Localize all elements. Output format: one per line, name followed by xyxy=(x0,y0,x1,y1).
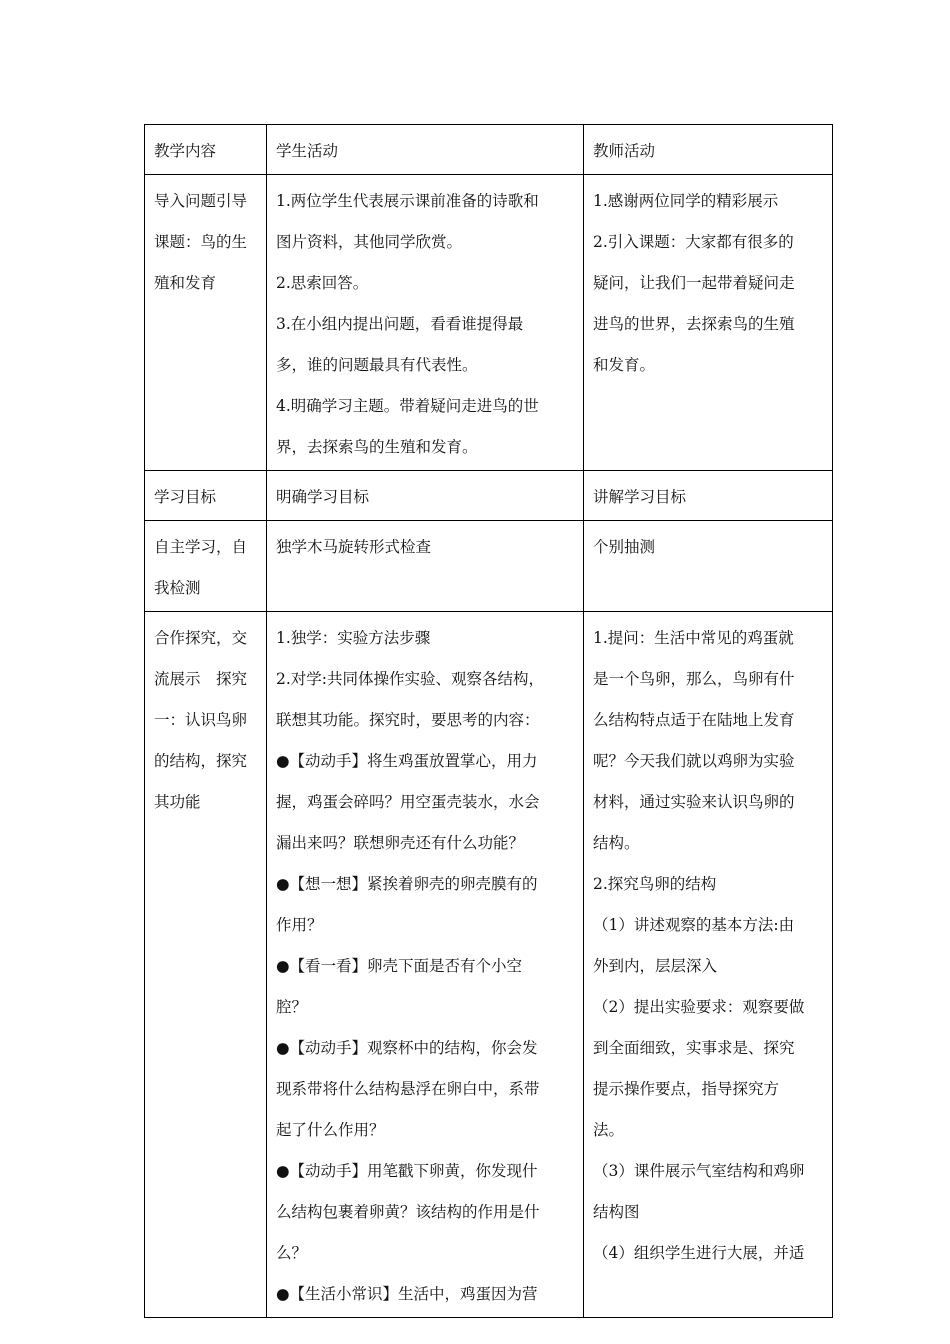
text-line: 么？ xyxy=(276,1244,308,1262)
cell-content: 学习目标 xyxy=(145,471,267,521)
text-line: 的结构，探究 xyxy=(154,752,248,770)
text-line: 流展示 探究 xyxy=(154,670,248,688)
text-line: ●【生活小常识】生活中，鸡蛋因为营 xyxy=(276,1285,538,1303)
text-line: 1.独学：实验方法步骤 xyxy=(276,629,431,647)
text-line: （2）提出实验要求：观察要做 xyxy=(593,998,805,1016)
text-line: 自主学习，自 xyxy=(154,538,248,556)
cell-content xyxy=(145,612,267,1318)
text-line: 材料，通过实验来认识鸟卵的 xyxy=(593,793,795,811)
text-line: 外到内，层层深入 xyxy=(593,957,718,975)
text-line: （1）讲述观察的基本方法:由 xyxy=(593,916,795,934)
cell-content xyxy=(145,175,267,471)
text-line: ●【动动手】用笔戳下卵黄，你发现什 xyxy=(276,1162,538,1180)
text-line: 课题：鸟的生 xyxy=(154,233,248,251)
header-teaching-content: 教学内容 xyxy=(145,125,267,175)
text-line: （3）课件展示气室结构和鸡卵 xyxy=(593,1162,805,1180)
text-line: 界，去探索鸟的生殖和发育。 xyxy=(276,438,478,456)
cell-student: 明确学习目标 xyxy=(267,471,584,521)
table-row-objectives xyxy=(145,471,833,521)
text-line: 作用？ xyxy=(276,916,323,934)
text-line: 1.两位学生代表展示课前准备的诗歌和 xyxy=(276,192,539,210)
text-line: 起了什么作用？ xyxy=(276,1121,385,1139)
text-line: 么结构包裹着卵黄？该结构的作用是什 xyxy=(276,1203,540,1221)
text-line: 和发育。 xyxy=(593,356,656,374)
text-line: 联想其功能。探究时，要思考的内容： xyxy=(276,711,540,729)
text-line: 多，谁的问题最具有代表性。 xyxy=(276,356,478,374)
text-line: 独学木马旋转形式检查 xyxy=(276,538,432,556)
text-line: ●【想一想】紧挨着卵壳的卵壳膜有的 xyxy=(276,875,538,893)
text-line: 个别抽测 xyxy=(593,538,656,556)
table-row-intro xyxy=(145,175,833,471)
text-line: 握，鸡蛋会碎吗？用空蛋壳装水，水会 xyxy=(276,793,540,811)
text-line: 其功能 xyxy=(154,793,201,811)
cell-teacher xyxy=(584,175,833,471)
lesson-plan-table xyxy=(144,124,833,1318)
text-line: 现系带将什么结构悬浮在卵白中，系带 xyxy=(276,1080,540,1098)
text-line: 呢？今天我们就以鸡卵为实验 xyxy=(593,752,795,770)
cell-student xyxy=(267,175,584,471)
text-line: 2.思索回答。 xyxy=(276,274,369,292)
text-line: 3.在小组内提出问题，看看谁提得最 xyxy=(276,315,524,333)
cell-content xyxy=(145,521,267,612)
cell-student xyxy=(267,521,584,612)
text-line: 我检测 xyxy=(154,579,201,597)
text-line: 法。 xyxy=(593,1121,625,1139)
cell-student xyxy=(267,612,584,1318)
text-line: 2.对学:共同体操作实验、观察各结构， xyxy=(276,670,545,688)
text-line: 提示操作要点，指导探究方 xyxy=(593,1080,780,1098)
cell-teacher xyxy=(584,612,833,1318)
cell-teacher xyxy=(584,521,833,612)
text-line: 图片资料，其他同学欣赏。 xyxy=(276,233,463,251)
text-line: 4.明确学习主题。带着疑问走进鸟的世 xyxy=(276,397,539,415)
text-line: 殖和发育 xyxy=(154,274,217,292)
table-row-self-study xyxy=(145,521,833,612)
text-line: 结构图 xyxy=(593,1203,640,1221)
text-line: 疑问，让我们一起带着疑问走 xyxy=(593,274,795,292)
text-line: ●【看一看】卵壳下面是否有个小空 xyxy=(276,957,523,975)
header-student-activity: 学生活动 xyxy=(267,125,584,175)
text-line: 漏出来吗？联想卵壳还有什么功能？ xyxy=(276,834,525,852)
text-line: 2.探究鸟卵的结构 xyxy=(593,875,717,893)
text-line: 一：认识鸟卵 xyxy=(154,711,248,729)
text-line: （4）组织学生进行大展，并适 xyxy=(593,1244,805,1262)
text-line: 么结构特点适于在陆地上发育 xyxy=(593,711,795,729)
text-line: ●【动动手】观察杯中的结构，你会发 xyxy=(276,1039,538,1057)
text-line: 进鸟的世界，去探索鸟的生殖 xyxy=(593,315,795,333)
table-header-row xyxy=(145,125,833,175)
text-line: ●【动动手】将生鸡蛋放置掌心，用力 xyxy=(276,752,538,770)
cell-teacher: 讲解学习目标 xyxy=(584,471,833,521)
text-line: 结构。 xyxy=(593,834,640,852)
text-line: 导入问题引导 xyxy=(154,192,248,210)
text-line: 腔？ xyxy=(276,998,308,1016)
table-row-inquiry xyxy=(145,612,833,1318)
text-line: 1.感谢两位同学的精彩展示 xyxy=(593,192,779,210)
text-line: 是一个鸟卵，那么，鸟卵有什 xyxy=(593,670,795,688)
text-line: 2.引入课题：大家都有很多的 xyxy=(593,233,794,251)
text-line: 合作探究，交 xyxy=(154,629,248,647)
header-teacher-activity: 教师活动 xyxy=(584,125,833,175)
text-line: 1.提问：生活中常见的鸡蛋就 xyxy=(593,629,794,647)
text-line: 到全面细致，实事求是、探究 xyxy=(593,1039,795,1057)
